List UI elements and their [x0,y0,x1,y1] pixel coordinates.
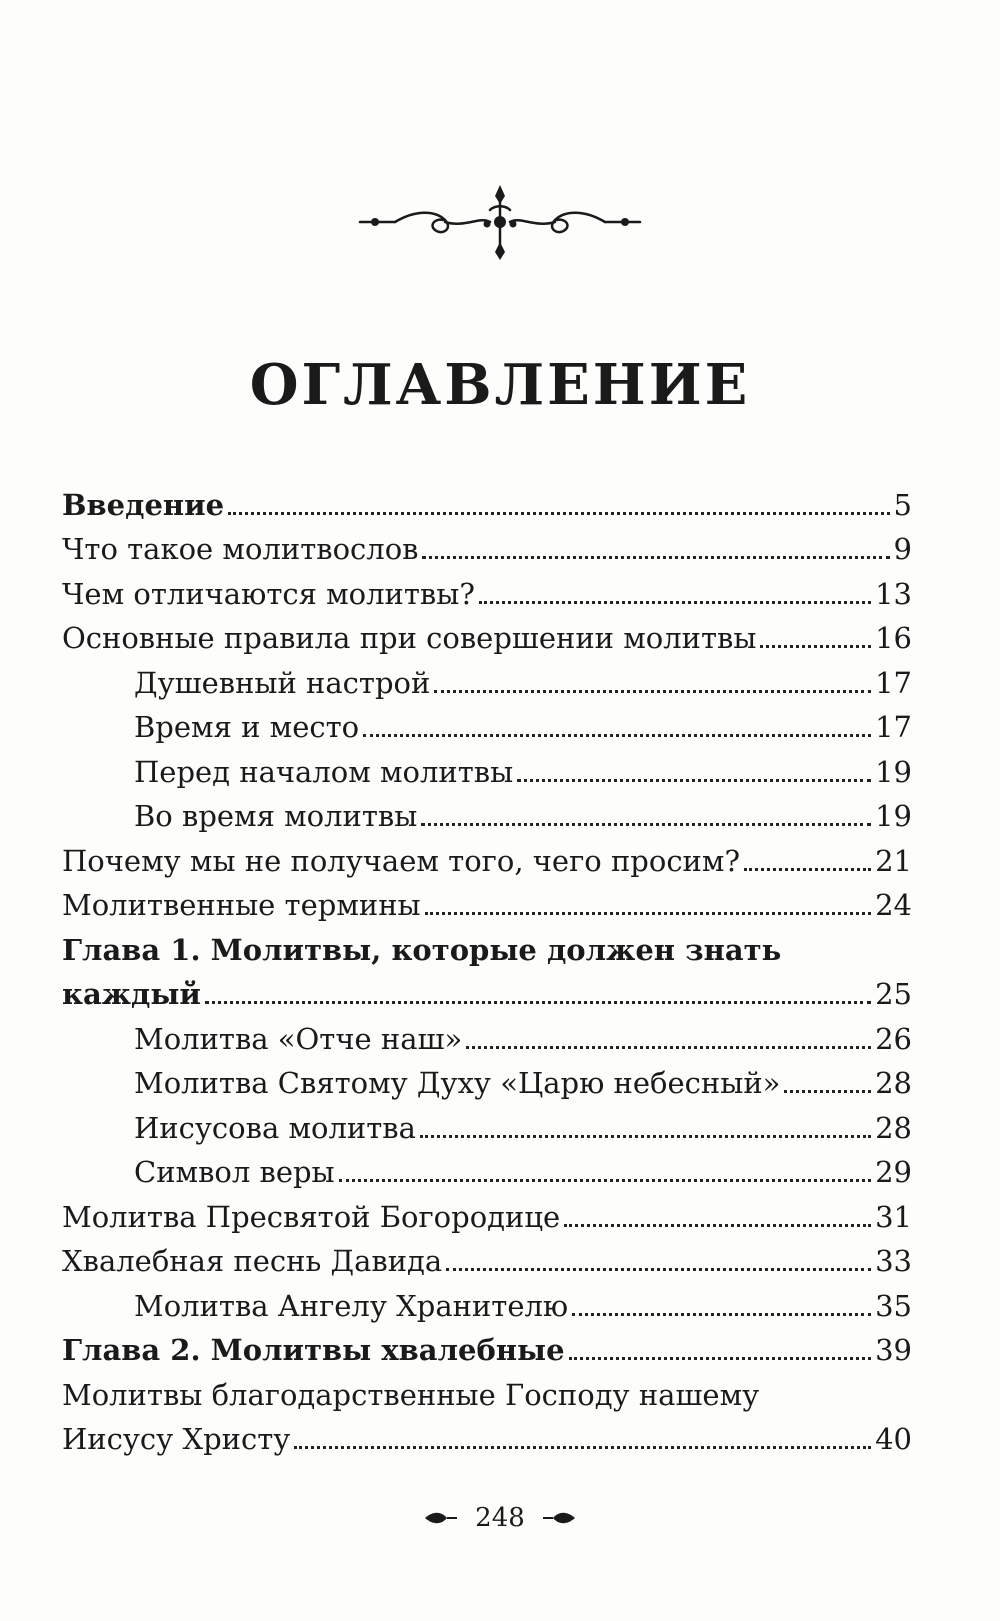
toc-entry-page: 26 [875,1021,912,1056]
toc-entry-label: Время и место [134,710,360,744]
right-ornament-icon [541,1509,577,1527]
toc-entry [62,1012,912,1057]
toc-entry-label: Что такое молитвослов [62,532,419,566]
toc-entry-label: Молитва «Отче наш» [134,1021,463,1056]
dot-leader [564,1222,871,1227]
toc-entry-label: Хвалебная песнь Давида [62,1244,443,1278]
toc-entry [62,1368,912,1413]
dot-leader [422,554,889,559]
toc-entry-page: 31 [875,1199,912,1234]
toc-entry-label: Глава 2. Молитвы хвалебные [62,1333,565,1367]
dot-leader [420,1133,871,1138]
toc-entry [62,567,912,612]
toc-entry-page: 19 [875,799,912,833]
toc-entry-label: Перед началом молитвы [134,754,514,789]
toc-entry [62,1413,912,1458]
dot-leader [421,821,871,826]
dot-leader [760,643,871,648]
toc-entry-label: Душевный настрой [134,665,431,700]
toc-entry-label: Глава 1. Молитвы, которые должен знать [62,932,782,967]
dot-leader [446,1266,871,1271]
toc-entry-page: 17 [875,710,912,744]
toc-entry-page: 16 [875,621,912,655]
toc-entry-page: 40 [875,1422,912,1456]
page-number: 248 [475,1503,525,1533]
dot-leader [466,1044,871,1049]
dot-leader [517,777,871,782]
toc-entry [62,923,912,968]
toc-entry [62,1324,912,1369]
toc-entry [62,1146,912,1191]
toc-entry-label: Введение [62,487,225,522]
toc-entry [62,656,912,701]
left-ornament-icon [423,1509,459,1527]
dot-leader [339,1177,871,1182]
toc-entry [62,1190,912,1235]
toc-entry [62,701,912,746]
dot-leader [479,599,871,604]
toc-entry-page: 19 [875,754,912,789]
table-of-contents [62,478,912,1457]
toc-entry-page: 21 [875,843,912,878]
dot-leader [784,1088,871,1093]
toc-entry [62,879,912,924]
dot-leader [569,1355,872,1360]
toc-entry-page: 24 [875,888,912,922]
dot-leader [228,510,889,515]
toc-entry-page: 39 [875,1333,912,1367]
toc-entry-label: Иисусу Христу [62,1422,291,1456]
dot-leader [294,1444,871,1449]
toc-entry-page: 13 [875,576,912,611]
dot-leader [363,732,871,737]
toc-entry-label: Иисусова молитва [134,1110,416,1145]
toc-entry-label: Почему мы не получаем того, чего просим? [62,843,740,878]
toc-entry [62,968,912,1013]
dot-leader [572,1311,871,1316]
dot-leader [744,866,871,871]
dot-leader [205,999,871,1004]
toc-entry-label: Молитва Святому Духу «Царю небесный» [134,1066,781,1100]
toc-entry [62,478,912,523]
page-title: ОГЛАВЛЕНИЕ [249,352,751,418]
toc-entry [62,1057,912,1102]
toc-entry [62,1279,912,1324]
toc-entry-label: Символ веры [134,1155,335,1189]
toc-entry-label: Во время молитвы [134,799,418,833]
toc-entry-label: Молитва Ангелу Хранителю [134,1288,569,1323]
toc-entry [62,745,912,790]
toc-entry [62,523,912,568]
toc-entry-page: 28 [875,1066,912,1100]
toc-entry-page: 35 [875,1288,912,1323]
toc-entry-page: 25 [875,977,912,1011]
toc-entry-label: Молитвенные термины [62,888,421,922]
toc-entry-label: Основные правила при совершении молитвы [62,621,757,655]
toc-entry-label: каждый [62,977,201,1011]
toc-entry-page: 9 [893,532,912,566]
toc-entry-label: Молитва Пресвятой Богородице [62,1199,561,1234]
toc-entry-page: 29 [875,1155,912,1189]
toc-entry-page: 33 [875,1244,912,1278]
ornament-divider [355,180,645,270]
toc-entry-page: 17 [875,665,912,700]
toc-entry-page: 5 [893,487,912,522]
toc-entry-label: Молитвы благодарственные Господу нашему [62,1377,760,1412]
dot-leader [434,688,871,693]
dot-leader [425,910,871,915]
page-footer [0,1503,1000,1533]
toc-entry-label: Чем отличаются молитвы? [62,576,475,611]
toc-entry [62,1235,912,1280]
toc-entry [62,612,912,657]
toc-entry [62,790,912,835]
toc-entry [62,1101,912,1146]
toc-entry-page: 28 [875,1110,912,1145]
toc-entry [62,834,912,879]
